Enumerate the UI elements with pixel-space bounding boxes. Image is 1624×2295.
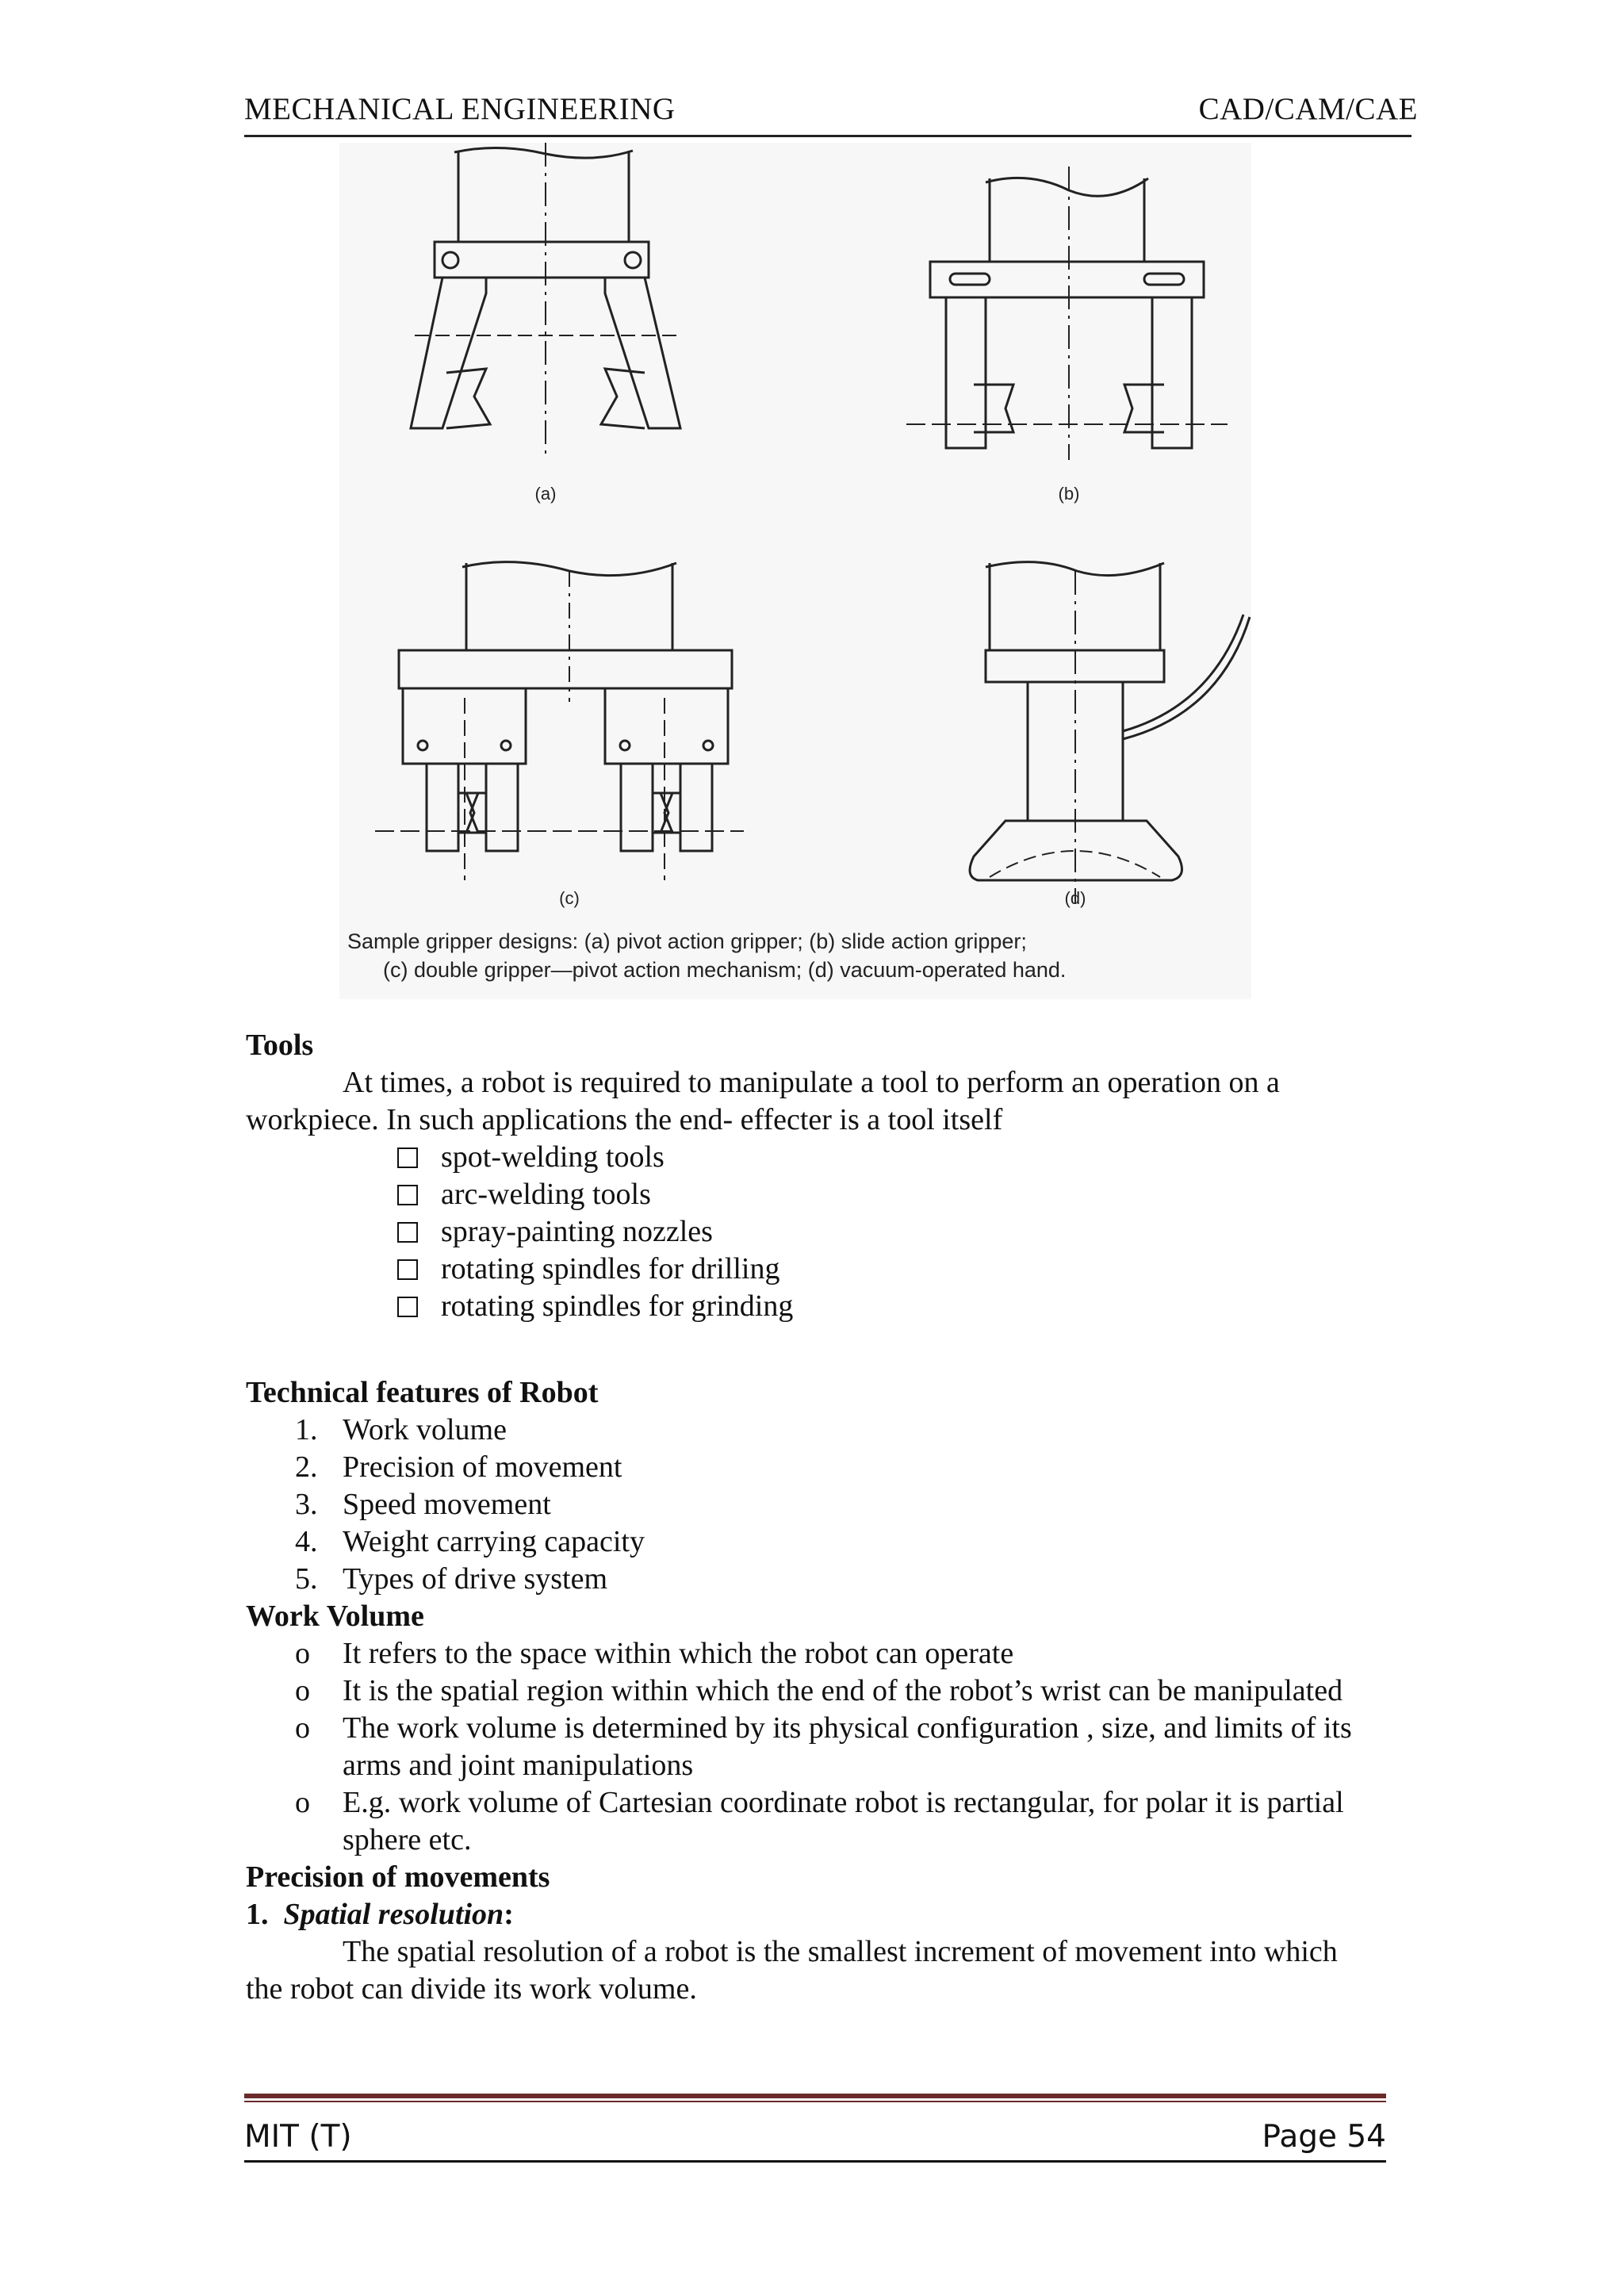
- tools-paragraph: At times, a robot is required to manipulate a tool to perform an operation on a workpiece. In such applications the end- effecter is a tool itself: [246, 1066, 1280, 1136]
- label-c: (c): [559, 888, 580, 908]
- list-item: 4. Weight carrying capacity: [295, 1525, 645, 1558]
- header-course: CAD/CAM/CAE: [1198, 92, 1418, 126]
- list-item: rotating spindles for grinding: [246, 1288, 1380, 1325]
- list-item: spray-painting nozzles: [246, 1213, 1380, 1251]
- list-item: 3. Speed movement: [295, 1488, 551, 1521]
- work-volume-heading: Work Volume: [246, 1600, 424, 1633]
- label-d: (d): [1064, 888, 1086, 908]
- work-volume-list: [246, 1635, 1380, 1859]
- list-item: 1. Work volume: [295, 1413, 507, 1446]
- list-item: 2. Precision of movement: [295, 1450, 622, 1484]
- bullet-icon: o: [295, 1786, 310, 1819]
- technical-section: [246, 1374, 1380, 2008]
- label-b: (b): [1058, 484, 1080, 504]
- bullet-icon: o: [295, 1637, 310, 1670]
- spatial-resolution-paragraph: The spatial resolution of a robot is the smallest increment of movement into which the robot can divide its work volume.: [246, 1935, 1338, 2006]
- checkbox-icon: [397, 1259, 418, 1280]
- list-item: o It is the spatial region within which the end of the robot’s wrist can be manipulated: [246, 1672, 1380, 1710]
- precision-heading: Precision of movements: [246, 1860, 550, 1894]
- header-subject: MECHANICAL ENGINEERING: [244, 92, 676, 126]
- gripper-figure: [339, 143, 1251, 999]
- checkbox-icon: [397, 1148, 418, 1168]
- list-item: spot-welding tools: [246, 1139, 1380, 1176]
- spatial-resolution-heading: 1. Spatial resolution:: [246, 1898, 514, 1931]
- list-item: o The work volume is determined by its physical configuration , size, and limits of its arms and joint manipulations: [295, 1711, 1352, 1782]
- figure-caption-line2: (c) double gripper—pivot action mechanism; (d) vacuum-operated hand.: [383, 958, 1067, 982]
- footer-rule-bottom: [244, 2160, 1386, 2163]
- footer-rule-thick: [244, 2094, 1386, 2098]
- tools-list: [246, 1139, 1380, 1325]
- label-a: (a): [534, 484, 557, 504]
- checkbox-icon: [397, 1222, 418, 1243]
- list-item: 5. Types of drive system: [295, 1562, 608, 1596]
- technical-heading: Technical features of Robot: [246, 1376, 599, 1409]
- tools-section: [246, 1027, 1380, 1325]
- tools-heading: Tools: [246, 1029, 314, 1062]
- list-item: o E.g. work volume of Cartesian coordinate robot is rectangular, for polar it is partial sphere etc.: [295, 1786, 1344, 1856]
- page-number: Page 54: [1262, 2119, 1386, 2155]
- footer-institution: MIT (T): [244, 2119, 352, 2155]
- bullet-icon: o: [295, 1674, 310, 1707]
- figure-caption-line1: Sample gripper designs: (a) pivot action gripper; (b) slide action gripper;: [347, 929, 1027, 953]
- list-item: o It refers to the space within which the robot can operate: [246, 1635, 1380, 1672]
- checkbox-icon: [397, 1297, 418, 1317]
- header-rule: [244, 135, 1411, 137]
- checkbox-icon: [397, 1185, 418, 1205]
- list-item: rotating spindles for drilling: [246, 1251, 1380, 1288]
- footer-rule-thin: [244, 2101, 1386, 2102]
- bullet-icon: o: [295, 1711, 310, 1745]
- list-item: arc-welding tools: [246, 1176, 1380, 1213]
- technical-list: [246, 1412, 1380, 1598]
